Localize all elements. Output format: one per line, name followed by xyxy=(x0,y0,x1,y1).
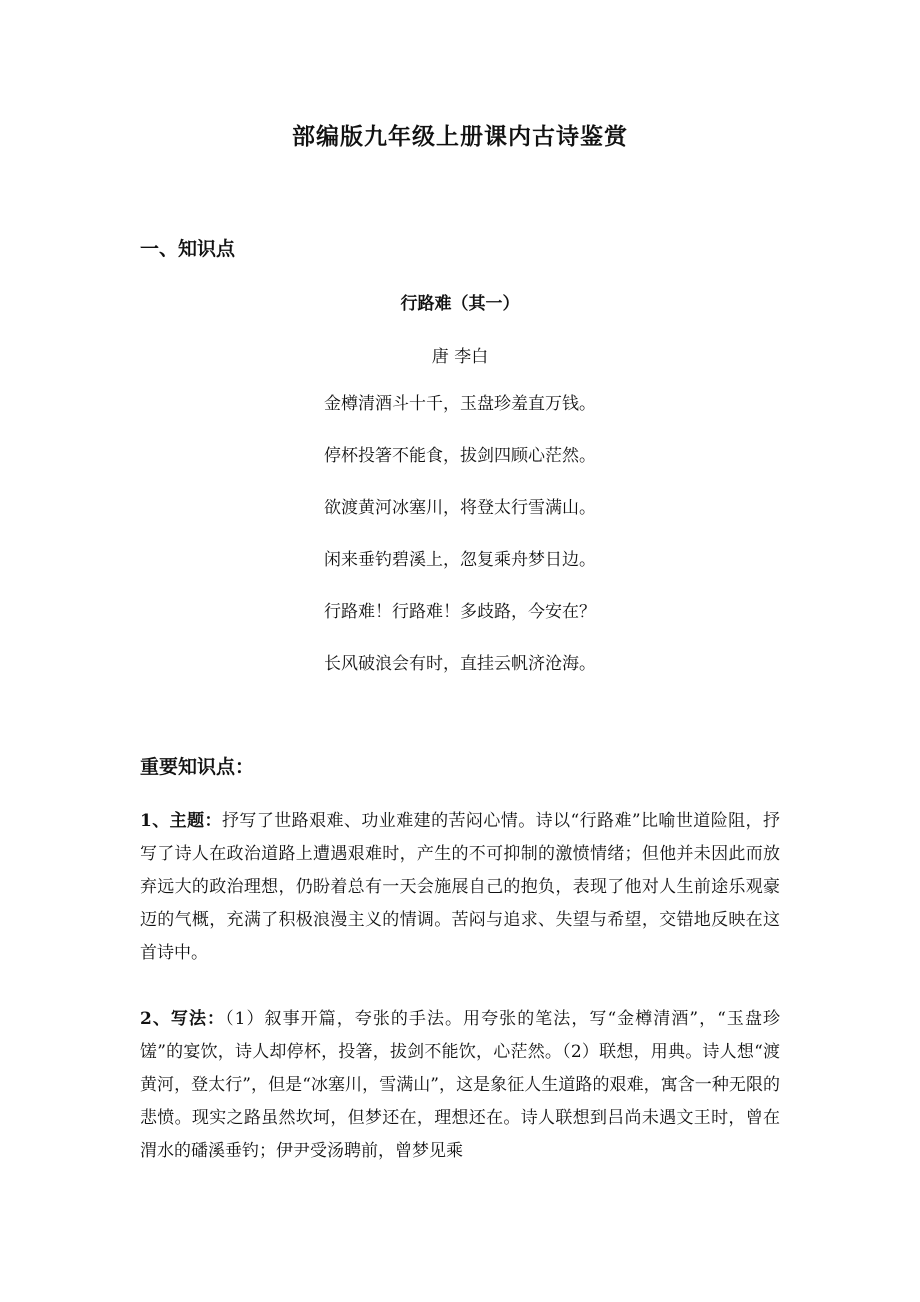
key-point-text: （1）叙事开篇，夸张的手法。用夸张的笔法，写“金樽清酒”，“玉盘珍馐”的宴饮，诗人却停杯，投箸，拔剑不能饮，心茫然。（2）联想，用典。诗人想“渡黄河，登太行”，但是“冰塞川，雪满山”，这是象征人生道路的艰难，寓含一种无限的悲愤。现实之路虽然坎坷，但梦还在，理想还在。诗人联想到吕尚未遇文王时，曾在渭水的磻溪垂钓；伊尹受汤聘前，曾梦见乘 xyxy=(140,1009,780,1161)
key-point-text: 抒写了世路艰难、功业难建的苦闷心情。诗以“行路难”比喻世道险阻，抒写了诗人在政治道路上遭遇艰难时，产生的不可抑制的激愤情绪；但他并未因此而放弃远大的政治理想，仍盼着总有一天会施展自己的抱负，表现了他对人生前途乐观豪迈的气概，充满了积极浪漫主义的情调。苦闷与追求、失望与希望，交错地反映在这首诗中。 xyxy=(140,811,780,963)
poem-line: 闲来垂钓碧溪上，忽复乘舟梦日边。 xyxy=(324,550,596,570)
section-heading-key-points: 重要知识点： xyxy=(140,756,255,778)
key-point-label: 1、主题： xyxy=(140,811,222,831)
poem-line: 金樽清酒斗十千，玉盘珍羞直万钱。 xyxy=(324,394,596,414)
poem-line: 欲渡黄河冰塞川，将登太行雪满山。 xyxy=(324,498,596,518)
poem-line: 长风破浪会有时，直挂云帆济沧海。 xyxy=(324,654,596,674)
section-heading-knowledge: 一、知识点 xyxy=(140,238,236,260)
poem-title: 行路难（其一） xyxy=(400,294,520,314)
page-title: 部编版九年级上册课内古诗鉴赏 xyxy=(292,123,628,150)
poem-lines xyxy=(0,394,920,706)
poem-line: 停杯投箸不能食，拔剑四顾心茫然。 xyxy=(324,446,596,466)
key-point-theme xyxy=(140,805,780,970)
poem-line: 行路难！行路难！多歧路，今安在？ xyxy=(324,602,596,622)
key-point-technique xyxy=(140,1003,780,1168)
poem-author: 唐 李白 xyxy=(431,347,489,367)
key-point-label: 2、写法： xyxy=(140,1009,226,1029)
